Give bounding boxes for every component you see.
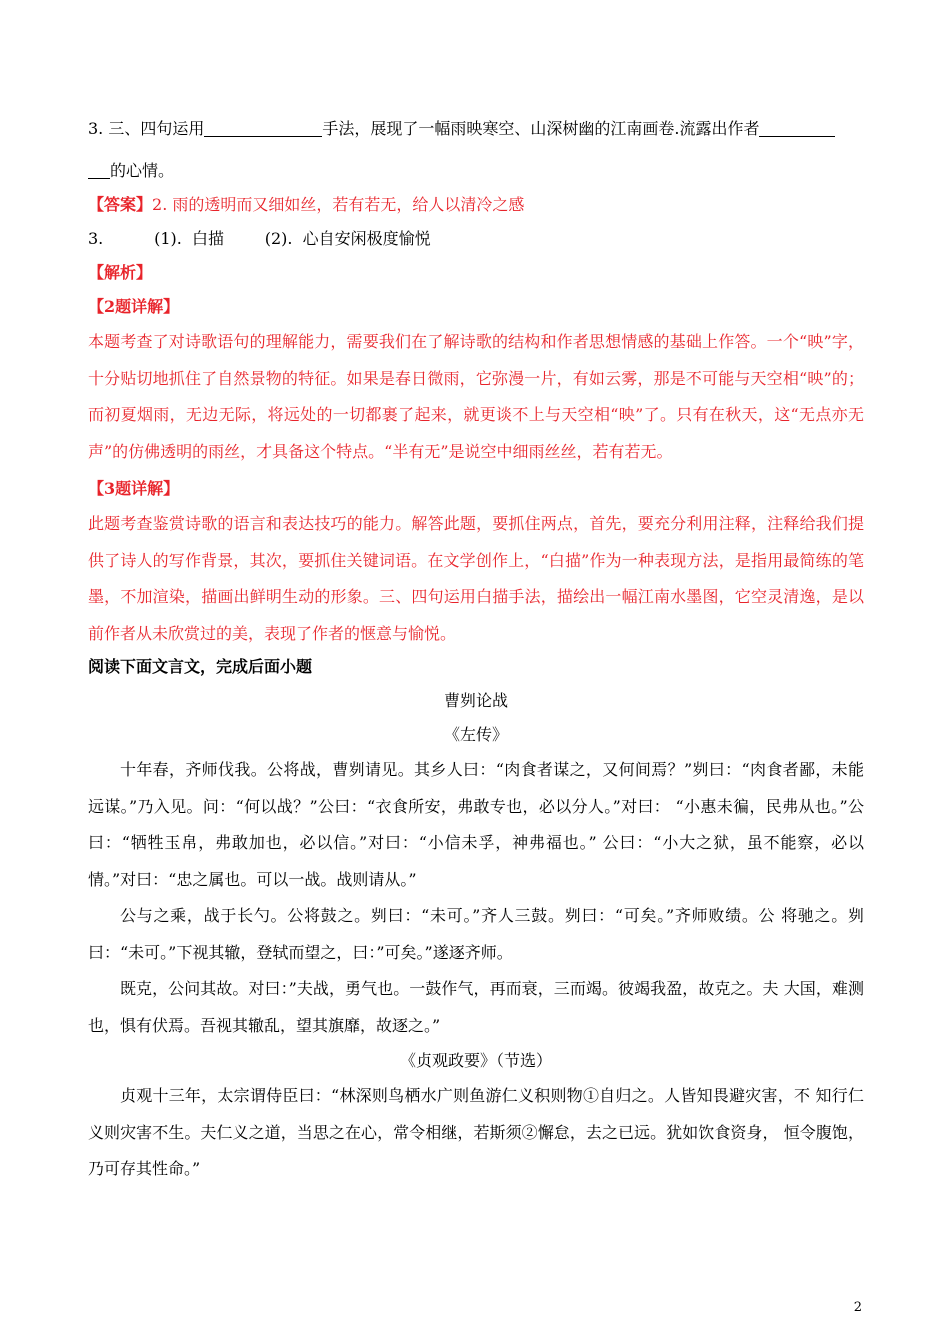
- passage-2-paragraph-1: 贞观十三年，太宗谓侍臣曰：“林深则鸟栖水广则鱼游仁义积则物①自归之。人皆知畏避灾害，不 知行仁义则灾害不生。夫仁义之道，当思之在心，常令相继，若斯须②懈怠，去之已远。犹如饮食资身， 恒令腹饱，乃可存其性命。”: [88, 1086, 864, 1178]
- answer-line-q2: [88, 188, 864, 222]
- answer-tag: 【答案】: [88, 195, 153, 214]
- passage-1-paragraph-2: 公与之乘，战于长勺。公将鼓之。刿曰：“未可。”齐人三鼓。刿曰：“可矣。”齐师败绩。公 将驰之。刿曰：“未可。”下视其辙，登轼而望之，曰：”可矣。”遂逐齐师。: [88, 906, 864, 962]
- reading-instruction: 阅读下面文言文，完成后面小题: [88, 657, 313, 676]
- fill-in-blank: [759, 118, 835, 137]
- fill-in-blank: [88, 160, 110, 179]
- page-number: 2: [853, 1300, 862, 1315]
- question-3-line-1: [88, 112, 864, 146]
- analysis-q3-text: 此题考查鉴赏诗歌的语言和表达技巧的能力。解答此题，要抓住两点，首先，要充分利用注释，注释给我们提供了诗人的写作背景，其次，要抓住关键词语。在文学创作上，“白描”作为一种表现方法，是指用最简练的笔墨，不加渲染，描画出鲜明生动的形象。三、四句运用白描手法，描绘出一幅江南水墨图，它空灵清逸，是以前作者从未欣赏过的美，表现了作者的惬意与愉悦。: [88, 514, 864, 643]
- passage-1-paragraph-3: 既克，公问其故。对曰：”夫战，勇气也。一鼓作气，再而衰，三而竭。彼竭我盈，故克之。夫 大国，难测也，惧有伏焉。吾视其辙乱，望其旗靡，故逐之。”: [88, 979, 864, 1035]
- page-content: [88, 112, 864, 1188]
- passage-2-title: 《贞观政要》（节选）: [399, 1051, 552, 1070]
- question-3-line-2: [88, 154, 864, 188]
- question-3-suffix: 的心情。: [110, 161, 175, 180]
- answer-q3: 3. (1). 白描 (2). 心自安闲极度愉悦: [88, 229, 431, 248]
- passage-1-source: 《左传》: [443, 725, 508, 744]
- passage-1-paragraph-1: 十年春，齐师伐我。公将战，曹刿请见。其乡人曰：“肉食者谋之，又何间焉？”刿曰：“肉食者鄙，未能远谋。”乃入见。问：“何以战？”公曰：“衣食所安，弗敢专也，必以分人。”对曰： “小惠未徧，民弗从也。”公曰：“牺牲玉帛，弗敢加也，必以信。”对曰：“小信未孚，神弗福也。” 公曰：“小大之狱，虽不能察，必以情。”对曰：“忠之属也。可以一战。战则请从。”: [88, 760, 864, 889]
- analysis-q2-tag: 【2题详解】: [88, 297, 180, 316]
- answer-q2: 2. 雨的透明而又细如丝，若有若无，给人以清冷之感: [152, 195, 525, 214]
- answer-line-q3: [88, 222, 864, 256]
- analysis-q2-text: 本题考查了对诗歌语句的理解能力，需要我们在了解诗歌的结构和作者思想情感的基础上作答。一个“映”字，十分贴切地抓住了自然景物的特征。如果是春日微雨，它弥漫一片，有如云雾，那是不可能与天空相“映”的；而初夏烟雨，无边无际，将远处的一切都裹了起来，就更谈不上与天空相“映”了。只有在秋天，这“无点亦无声”的仿佛透明的雨丝，才具备这个特点。“半有无”是说空中细雨丝丝，若有若无。: [88, 332, 864, 461]
- fill-in-blank: [204, 118, 322, 137]
- passage-1-title: 曹刿论战: [443, 691, 508, 710]
- analysis-tag: 【解析】: [88, 263, 153, 282]
- question-3-middle: 手法，展现了一幅雨映寒空、山深树幽的江南画卷.流露出作者: [322, 119, 760, 138]
- question-3-prefix: 3. 三、四句运用: [88, 119, 205, 138]
- analysis-q3-tag: 【3题详解】: [88, 479, 180, 498]
